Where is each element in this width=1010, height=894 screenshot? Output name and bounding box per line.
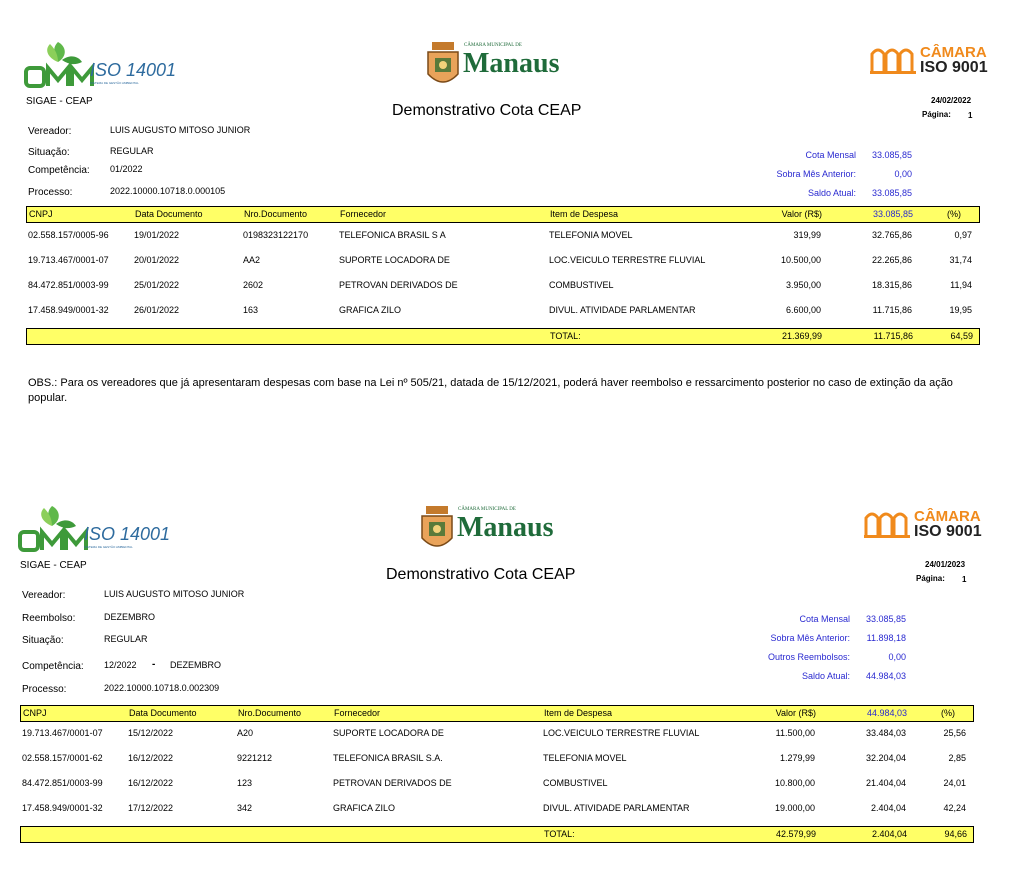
camara-building-icon [864,508,910,538]
column-header: 33.085,85 [872,209,913,219]
manaus-crest-icon [420,504,454,554]
iso9001-text: ISO 9001 [914,523,982,540]
table-cell: 32.765,86 [871,230,912,240]
field-extra-value: DEZEMBRO [170,660,222,670]
table-header [20,705,974,722]
manaus-crest-icon [426,40,460,90]
column-header: Nro.Documento [238,708,302,718]
iso14001-text: ISO 14001 [84,524,171,544]
table-cell: SUPORTE LOCADORA DE [339,255,450,265]
table-cell: 10.800,00 [774,778,815,788]
summary-value: 0,00 [894,169,912,179]
table-cell: AA2 [243,255,261,265]
column-header: Item de Despesa [544,708,613,718]
table-cell: 0,97 [954,230,972,240]
field-label: Situação: [28,147,70,158]
table-cell: 32.204,04 [865,753,906,763]
column-header: CNPJ [23,708,47,718]
table-cell: TELEFONICA BRASIL S A [339,230,446,240]
report-title: Demonstrativo Cota CEAP [392,102,582,119]
summary-value: 33.085,85 [871,188,912,198]
iso9001-text: ISO 9001 [920,59,988,76]
table-cell: SUPORTE LOCADORA DE [333,728,444,738]
report-title: Demonstrativo Cota CEAP [386,566,576,583]
field-value: LUIS AUGUSTO MITOSO JUNIOR [104,589,245,599]
page-number: 1 [962,575,967,584]
total-row [20,826,974,843]
summary-label: Saldo Atual: [801,671,850,681]
field-value: 01/2022 [110,164,143,174]
table-cell: A20 [237,728,254,738]
table-cell: 319,99 [793,230,821,240]
column-header: Valor (R$) [775,708,816,718]
table-cell: GRAFICA ZILO [339,305,402,315]
table-cell: 0198323122170 [243,230,309,240]
summary-label: Saldo Atual: [807,188,856,198]
total-pct: 94,66 [944,829,967,839]
table-row [26,230,980,244]
iso14001-sub: SISTEMA DE GESTÃO AMBIENTAL [90,81,139,85]
table-cell: TELEFONIA MOVEL [543,753,627,763]
summary-value: 11.898,18 [866,633,906,643]
total-saldo: 2.404,04 [871,829,907,839]
field-value: 2022.10000.10718.0.002309 [104,683,220,693]
iso14001-leaf-icon [24,38,94,90]
manaus-logo [426,40,576,90]
table-cell: TELEFONIA MOVEL [549,230,633,240]
column-header: Valor (R$) [781,209,822,219]
table-cell: 3.950,00 [785,280,821,290]
table-cell: 84.472.851/0003-99 [28,280,109,290]
column-header: Data Documento [135,209,203,219]
column-header: Item de Despesa [550,209,619,219]
field-label: Competência: [22,661,84,672]
table-cell: 26/01/2022 [134,305,180,315]
table-cell: COMBUSTIVEL [543,778,608,788]
table-cell: 02.558.157/0001-62 [22,753,103,763]
table-cell: 19,95 [949,305,972,315]
table-cell: 19.713.467/0001-07 [28,255,109,265]
total-pct: 64,59 [950,331,973,341]
summary-value: 0,00 [888,652,906,662]
table-cell: 19/01/2022 [134,230,180,240]
report-2023 [0,472,1010,839]
column-header: CNPJ [29,209,53,219]
column-header: Fornecedor [334,708,381,718]
field-value: DEZEMBRO [104,612,156,622]
table-cell: 31,74 [949,255,972,265]
table-cell: 25/01/2022 [134,280,180,290]
table-cell: 2602 [243,280,264,290]
table-row [20,803,974,817]
table-cell: 1.279,99 [779,753,815,763]
table-cell: 19.713.467/0001-07 [22,728,103,738]
table-cell: 6.600,00 [785,305,821,315]
table-cell: DIVUL. ATIVIDADE PARLAMENTAR [549,305,696,315]
field-value: 2022.10000.10718.0.000105 [110,186,226,196]
table-cell: 33.484,03 [865,728,906,738]
table-row [20,753,974,767]
total-label: TOTAL: [544,829,575,839]
table-cell: 16/12/2022 [128,778,174,788]
table-cell: 18.315,86 [871,280,912,290]
obs-note: OBS.: Para os vereadores que já apresentaram despesas com base na Lei nº 505/21, datada de 15/12/2021, poderá haver reembolso e ressarcimento posterior no caso de extinção da ação popular. [28,377,953,404]
table-cell: 17/12/2022 [128,803,174,813]
page-label: Página: [922,110,951,119]
table-cell: 11.500,00 [775,728,815,738]
table-cell: 10.500,00 [780,255,821,265]
summary-value: 44.984,03 [865,671,906,681]
table-cell: 20/01/2022 [134,255,180,265]
table-cell: 2,85 [948,753,966,763]
camara-municipal-text: CÂMARA MUNICIPAL DE [458,507,516,512]
column-header: (%) [947,209,961,219]
iso14001-logo [24,38,177,92]
table-cell: 11.715,86 [872,305,912,315]
total-label: TOTAL: [550,331,581,341]
total-valor: 21.369,99 [781,331,822,341]
table-row [20,728,974,742]
table-row [20,778,974,792]
table-cell: DIVUL. ATIVIDADE PARLAMENTAR [543,803,690,813]
field-value: LUIS AUGUSTO MITOSO JUNIOR [110,125,251,135]
table-cell: 16/12/2022 [128,753,174,763]
table-cell: 163 [243,305,259,315]
table-cell: 19.000,00 [774,803,815,813]
summary-value: 33.085,85 [865,614,906,624]
field-label: Processo: [22,684,67,695]
column-header: 44.984,03 [866,708,907,718]
table-cell: COMBUSTIVEL [549,280,614,290]
camara-municipal-text: CÂMARA MUNICIPAL DE [464,43,522,48]
table-row [26,305,980,319]
table-cell: 15/12/2022 [128,728,174,738]
report-date: 24/02/2022 [931,96,972,105]
table-cell: 02.558.157/0005-96 [28,230,109,240]
camara-iso9001-logo [870,44,990,80]
camara-building-icon [870,44,916,74]
table-cell: 84.472.851/0003-99 [22,778,103,788]
summary-label: Outros Reembolsos: [767,652,850,662]
iso14001-leaf-icon [18,502,88,554]
system-name: SIGAE - CEAP [20,560,87,571]
table-cell: GRAFICA ZILO [333,803,396,813]
field-value: REGULAR [104,634,148,644]
total-valor: 42.579,99 [775,829,816,839]
summary-label: Cota Mensal [805,150,856,160]
iso14001-text: ISO 14001 [90,60,177,80]
table-cell: 21.404,04 [865,778,906,788]
field-separator: - [152,659,156,670]
table-cell: TELEFONICA BRASIL S.A. [333,753,443,763]
table-cell: 123 [237,778,253,788]
summary-label: Sobra Mês Anterior: [770,633,850,643]
table-cell: 11,94 [950,280,972,290]
manaus-logo [420,504,570,554]
table-cell: 42,24 [943,803,966,813]
table-cell: 24,01 [943,778,966,788]
table-cell: 342 [237,803,253,813]
field-label: Situação: [22,635,64,646]
column-header: Data Documento [129,708,197,718]
summary-label: Sobra Mês Anterior: [776,169,856,179]
total-saldo: 11.715,86 [873,331,913,341]
camara-iso9001-logo [864,508,984,544]
table-cell: LOC.VEICULO TERRESTRE FLUVIAL [543,728,700,738]
field-label: Reembolso: [22,613,76,624]
camara-text: CÂMARA [914,508,981,525]
field-label: Competência: [28,165,90,176]
table-cell: 17.458.949/0001-32 [28,305,109,315]
field-label: Vereador: [22,590,66,601]
manaus-text: Manaus [457,512,554,543]
table-header [26,206,980,223]
field-label: Vereador: [28,126,72,137]
table-cell: 17.458.949/0001-32 [22,803,103,813]
report-date: 24/01/2023 [925,560,966,569]
table-cell: PETROVAN DERIVADOS DE [333,778,452,788]
field-value: 12/2022 [104,660,137,670]
report-2022 [0,0,1010,360]
total-row [26,328,980,345]
iso14001-logo [18,502,171,556]
table-row [26,255,980,269]
field-value: REGULAR [110,146,154,156]
table-cell: 9221212 [237,753,273,763]
page-number: 1 [968,111,973,120]
manaus-text: Manaus [463,48,560,79]
iso14001-sub: SISTEMA DE GESTÃO AMBIENTAL [84,545,133,549]
table-cell: LOC.VEICULO TERRESTRE FLUVIAL [549,255,706,265]
table-cell: 25,56 [943,728,966,738]
camara-text: CÂMARA [920,44,987,61]
column-header: Nro.Documento [244,209,308,219]
summary-value: 33.085,85 [871,150,912,160]
table-cell: 22.265,86 [871,255,912,265]
column-header: Fornecedor [340,209,387,219]
summary-label: Cota Mensal [799,614,850,624]
page-label: Página: [916,574,945,583]
field-label: Processo: [28,187,73,198]
column-header: (%) [941,708,955,718]
table-row [26,280,980,294]
table-cell: 2.404,04 [870,803,906,813]
system-name: SIGAE - CEAP [26,96,93,107]
table-cell: PETROVAN DERIVADOS DE [339,280,458,290]
